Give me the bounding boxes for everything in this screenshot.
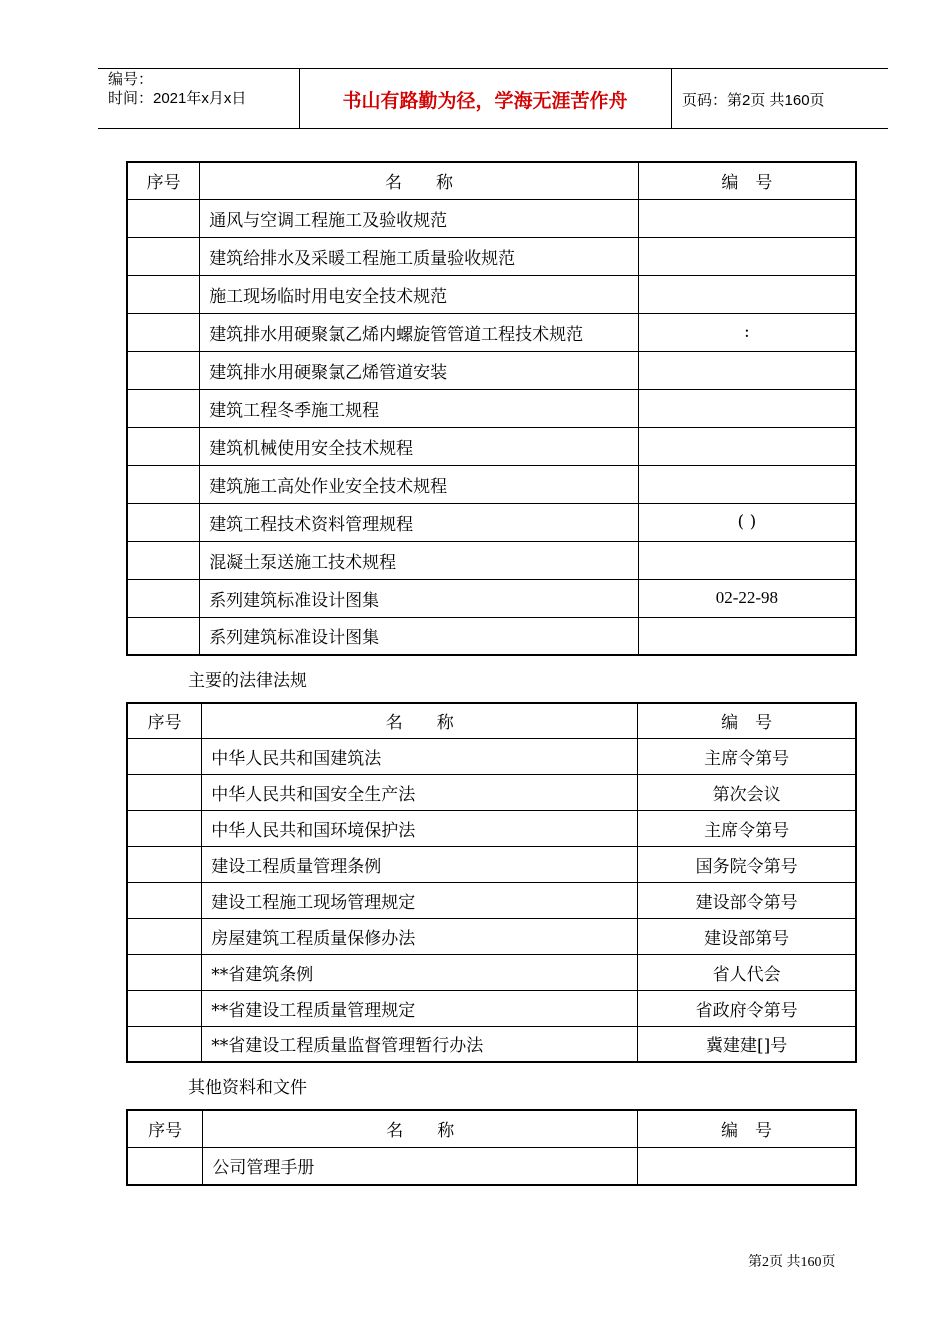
header-time-label: 时间：2021年x月x日: [108, 90, 247, 107]
table-row: [127, 389, 856, 427]
cell-name: 通风与空调工程施工及验收规范: [200, 199, 639, 237]
other-docs-table: [126, 1109, 857, 1186]
cell-code: [638, 465, 856, 503]
cell-seq: [127, 313, 200, 351]
cell-seq: [127, 275, 200, 313]
cell-seq: [127, 954, 202, 990]
table-row: [127, 237, 856, 275]
cell-code: 建设部第号: [638, 918, 856, 954]
cell-name: 建筑排水用硬聚氯乙烯管道安装: [200, 351, 639, 389]
table-row: [127, 541, 856, 579]
cell-name: 建筑给排水及采暖工程施工质量验收规范: [200, 237, 639, 275]
cell-name: 建设工程施工现场管理规定: [202, 882, 638, 918]
cell-seq: [127, 237, 200, 275]
header-seq: 序号: [127, 703, 202, 738]
cell-name: **省建设工程质量监督管理暂行办法: [202, 1026, 638, 1062]
cell-seq: [127, 389, 200, 427]
cell-code: [638, 389, 856, 427]
cell-name: 建设工程质量管理条例: [202, 846, 638, 882]
cell-code: [638, 199, 856, 237]
cell-name: 混凝土泵送施工技术规程: [200, 541, 639, 579]
cell-seq: [127, 810, 202, 846]
cell-name: 施工现场临时用电安全技术规范: [200, 275, 639, 313]
cell-code: [638, 427, 856, 465]
cell-code: 主席令第号: [638, 738, 856, 774]
header-seq: 序号: [127, 1110, 203, 1147]
cell-seq: [127, 199, 200, 237]
standards-table: [126, 161, 857, 656]
laws-table: [126, 702, 857, 1063]
cell-seq: [127, 1026, 202, 1062]
cell-code: [638, 237, 856, 275]
cell-name: 公司管理手册: [203, 1147, 638, 1185]
cell-name: 中华人民共和国安全生产法: [202, 774, 638, 810]
cell-name: 系列建筑标准设计图集: [200, 579, 639, 617]
cell-code: [638, 351, 856, 389]
table-row: [127, 810, 856, 846]
table-row: [127, 918, 856, 954]
header-seq: 序号: [127, 162, 200, 199]
cell-seq: [127, 465, 200, 503]
cell-name: 建筑排水用硬聚氯乙烯内螺旋管管道工程技术规范: [200, 313, 639, 351]
table-row: [127, 465, 856, 503]
table-header-row: [127, 703, 856, 738]
cell-code: ( ): [638, 503, 856, 541]
table-row: [127, 427, 856, 465]
cell-code: [638, 617, 856, 655]
header-top-rule: [98, 68, 888, 69]
table-row: [127, 1026, 856, 1062]
table-row: [127, 579, 856, 617]
cell-seq: [127, 503, 200, 541]
header-code: 编 号: [638, 162, 856, 199]
cell-seq: [127, 1147, 203, 1185]
table-header-row: [127, 1110, 856, 1147]
header-name: 名 称: [200, 162, 639, 199]
cell-seq: [127, 427, 200, 465]
table-row: [127, 503, 856, 541]
section-title-other-docs: 其他资料和文件: [188, 1078, 307, 1098]
section-title-laws: 主要的法律法规: [188, 671, 307, 691]
cell-code: [638, 275, 856, 313]
cell-name: **省建筑条例: [202, 954, 638, 990]
cell-code: 02-22-98: [638, 579, 856, 617]
cell-name: **省建设工程质量管理规定: [202, 990, 638, 1026]
table-row: [127, 199, 856, 237]
cell-name: 建筑施工高处作业安全技术规程: [200, 465, 639, 503]
cell-seq: [127, 846, 202, 882]
table-row: [127, 738, 856, 774]
cell-code: 省人代会: [638, 954, 856, 990]
table-row: [127, 1147, 856, 1185]
cell-code: [638, 1147, 856, 1185]
cell-seq: [127, 541, 200, 579]
cell-code: 建设部令第号: [638, 882, 856, 918]
cell-code: 省政府令第号: [638, 990, 856, 1026]
table-row: [127, 275, 856, 313]
cell-code: 第次会议: [638, 774, 856, 810]
cell-name: 中华人民共和国环境保护法: [202, 810, 638, 846]
cell-seq: [127, 918, 202, 954]
cell-seq: [127, 617, 200, 655]
table-row: [127, 954, 856, 990]
header-motto: 书山有路勤为径，学海无涯苦作舟: [342, 90, 628, 112]
table-row: [127, 846, 856, 882]
header-meta: [108, 70, 246, 108]
cell-code: 国务院令第号: [638, 846, 856, 882]
table-header-row: [127, 162, 856, 199]
header-page-label: 页码：第2页 共160页: [682, 92, 825, 109]
cell-name: 建筑工程技术资料管理规程: [200, 503, 639, 541]
header-bottom-rule: [98, 128, 888, 129]
cell-code: 冀建建[]号: [638, 1026, 856, 1062]
cell-name: 系列建筑标准设计图集: [200, 617, 639, 655]
header-code: 编 号: [638, 703, 856, 738]
header-divider-2: [671, 68, 672, 129]
cell-code: 主席令第号: [638, 810, 856, 846]
cell-seq: [127, 774, 202, 810]
header-number-label: 编号：: [108, 71, 154, 88]
cell-code: :: [638, 313, 856, 351]
cell-name: 建筑机械使用安全技术规程: [200, 427, 639, 465]
cell-seq: [127, 882, 202, 918]
header-code: 编 号: [638, 1110, 856, 1147]
table-row: [127, 351, 856, 389]
table-row: [127, 990, 856, 1026]
cell-seq: [127, 351, 200, 389]
table-row: [127, 774, 856, 810]
header-name: 名 称: [202, 703, 638, 738]
table-row: [127, 617, 856, 655]
header-name: 名 称: [203, 1110, 638, 1147]
cell-code: [638, 541, 856, 579]
table-row: [127, 313, 856, 351]
cell-seq: [127, 579, 200, 617]
page-footer: 第2页 共160页: [748, 1255, 836, 1270]
cell-seq: [127, 990, 202, 1026]
cell-name: 房屋建筑工程质量保修办法: [202, 918, 638, 954]
cell-name: 建筑工程冬季施工规程: [200, 389, 639, 427]
cell-seq: [127, 738, 202, 774]
table-row: [127, 882, 856, 918]
cell-name: 中华人民共和国建筑法: [202, 738, 638, 774]
